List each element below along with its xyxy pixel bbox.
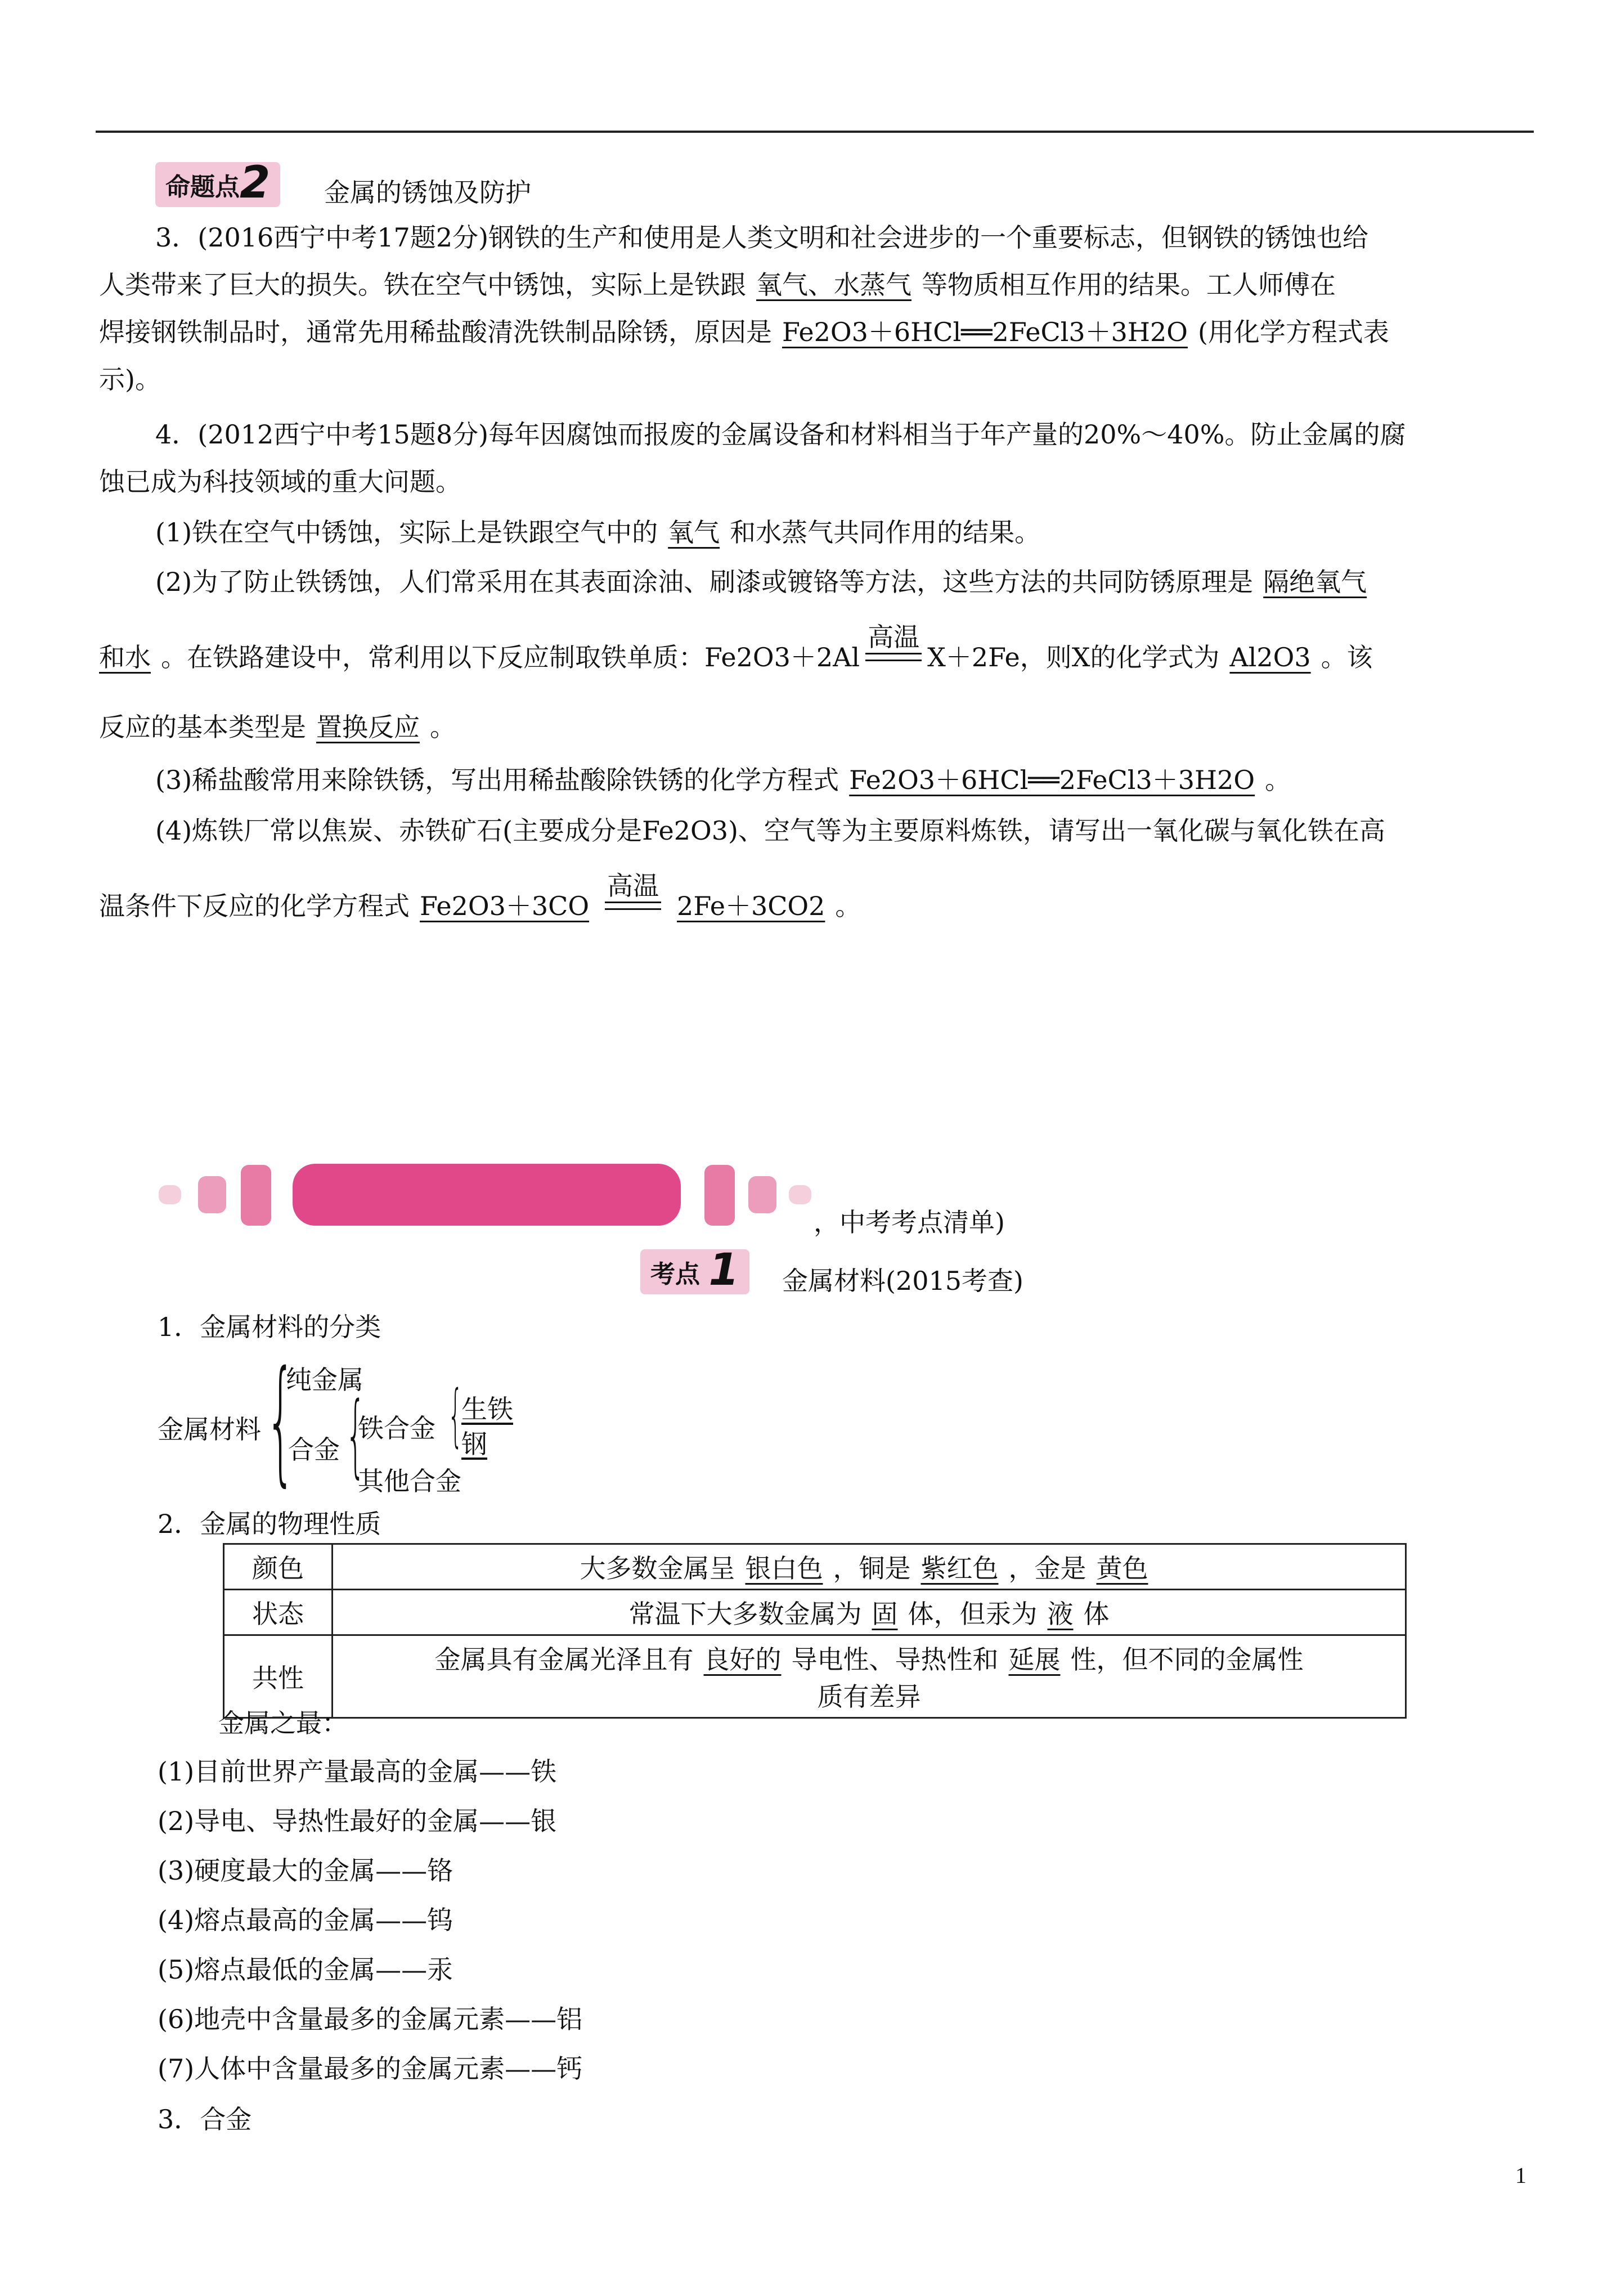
- banner-decoration: [789, 1185, 811, 1204]
- cell-text: 金属具有金属光泽且有: [434, 1644, 694, 1675]
- q4-text: X＋2Fe，则X的化学式为: [927, 642, 1220, 672]
- q4-text: 。: [835, 891, 861, 921]
- cell-text: 导电性、导热性和: [791, 1644, 999, 1675]
- table-row: [224, 1590, 1406, 1635]
- q4-line-1: 4．(2012西宁中考15题8分)每年因腐蚀而报废的金属设备和材料相当于年产量的20%～40%。防止金属的腐: [155, 419, 1406, 450]
- badge-label: 考点: [650, 1260, 700, 1289]
- q4-answer-water: 和水: [99, 642, 151, 672]
- banner-decoration: [241, 1165, 271, 1226]
- cell-text: 质有差异: [817, 1681, 921, 1712]
- banner-decoration: [704, 1165, 735, 1226]
- banner-title: ，中考考点清单): [814, 1207, 1005, 1237]
- answer-silver: 银白色: [745, 1553, 823, 1584]
- cell-text: 体，但汞为: [908, 1599, 1038, 1629]
- q3-text: 焊接钢铁制品时，通常先用稀盐酸清洗铁制品除锈，原因是: [99, 317, 772, 347]
- q3-text: 等物质相互作用的结果。工人师傅在: [922, 270, 1336, 300]
- tree-steel: 钢: [461, 1429, 487, 1459]
- q4-text: 反应的基本类型是: [99, 712, 306, 742]
- q4-text: 。: [1265, 765, 1291, 795]
- answer-yellow: 黄色: [1096, 1553, 1148, 1584]
- q3-answer-1: 氧气、水蒸气: [756, 270, 911, 300]
- tree-root: 金属材料: [158, 1414, 261, 1445]
- q4-text: (1)铁在空气中锈蚀，实际上是铁跟空气中的: [155, 517, 658, 548]
- q4-text: (3)稀盐酸常用来除铁锈，写出用稀盐酸除铁锈的化学方程式: [155, 765, 839, 795]
- top-rule: [96, 131, 1534, 133]
- tree-pig-iron: 生铁: [461, 1394, 513, 1424]
- condition-mark: [860, 622, 927, 676]
- list-item: (3)硬度最大的金属——铬: [158, 1855, 453, 1886]
- q4-part-1: [155, 512, 1531, 549]
- banner-bar: [293, 1164, 681, 1226]
- properties-table: [223, 1543, 1407, 1719]
- q4-text: 。该: [1321, 642, 1373, 672]
- q4-text: 。: [430, 712, 456, 742]
- banner-decoration: [159, 1185, 181, 1204]
- brace-icon: {: [448, 1376, 463, 1455]
- row-content-common: [333, 1635, 1406, 1718]
- list-item: (2)导电、导热性最好的金属——银: [158, 1806, 557, 1836]
- q4-text: 温条件下反应的化学方程式: [99, 891, 410, 921]
- properties-heading: 2．金属的物理性质: [158, 1509, 381, 1539]
- q4-text: (2)为了防止铁锈蚀，人们常采用在其表面涂油、刷漆或镀铬等方法，这些方法的共同防锈原理是: [155, 567, 1254, 597]
- answer-ductility: 延展: [1008, 1644, 1061, 1675]
- q4-part-4: (4)炼铁厂常以焦炭、赤铁矿石(主要成分是Fe2O3)、空气等为主要原料炼铁，请写出一氧化碳与氧化铁在高: [155, 815, 1385, 846]
- badge-label: 命题点: [165, 173, 240, 201]
- row-header-common: 共性: [224, 1635, 333, 1718]
- q3-line-2: [99, 264, 1531, 302]
- answer-purple-red: 紫红色: [920, 1553, 999, 1584]
- list-item: (4)熔点最高的金属——钨: [158, 1905, 453, 1935]
- q4-part-3: [155, 760, 1531, 797]
- list-item: (1)目前世界产量最高的金属——铁: [158, 1756, 557, 1787]
- answer-good: 良好的: [703, 1644, 782, 1675]
- page-number: 1: [1515, 2163, 1526, 2188]
- condition-label: 高温: [607, 871, 659, 901]
- banner-decoration: [198, 1176, 226, 1213]
- q3-line-4: 示)。: [99, 364, 161, 394]
- q4-answer-hcl: Fe2O3＋6HCl══2FeCl3＋3H2O: [849, 765, 1255, 795]
- list-item: (7)人体中含量最多的金属元素——钙: [158, 2053, 583, 2084]
- section-badge: [155, 158, 280, 208]
- brace-icon: {: [266, 1342, 296, 1499]
- q4-part-2-cont: [99, 622, 1531, 676]
- table-row: [224, 1544, 1406, 1590]
- q4-answer-type: 置换反应: [316, 712, 420, 742]
- cell-text: 大多数金属呈: [580, 1553, 735, 1584]
- cell-text: ，铜是: [833, 1553, 911, 1584]
- banner-decoration: [748, 1176, 776, 1213]
- row-header-color: 颜色: [224, 1544, 333, 1590]
- section-title: 金属的锈蚀及防护: [324, 177, 531, 208]
- condition-mark: [599, 871, 667, 925]
- alloy-heading: 3．合金: [158, 2104, 252, 2134]
- answer-solid: 固: [872, 1599, 898, 1629]
- q4-answer-isolate: 隔绝氧气: [1263, 567, 1367, 597]
- q4-text: 和水蒸气共同作用的结果。: [730, 517, 1041, 548]
- superlatives-heading: 金属之最：: [218, 1708, 348, 1738]
- q3-line-3: [99, 312, 1531, 349]
- tree-other-alloy: 其他合金: [358, 1466, 461, 1496]
- row-header-state: 状态: [224, 1590, 333, 1635]
- answer-liquid: 液: [1047, 1599, 1074, 1629]
- q3-answer-2: Fe2O3＋6HCl══2FeCl3＋3H2O: [782, 317, 1188, 347]
- cell-text: 常温下大多数金属为: [628, 1599, 862, 1629]
- q3-text: 人类带来了巨大的损失。铁在空气中锈蚀，实际上是铁跟: [99, 270, 746, 300]
- table-row: [224, 1635, 1406, 1718]
- list-item: (5)熔点最低的金属——汞: [158, 1954, 453, 1985]
- row-content-state: [333, 1590, 1406, 1635]
- classification-heading: 1．金属材料的分类: [158, 1312, 381, 1342]
- badge-number: 1: [708, 1245, 739, 1295]
- q4-part-2: [155, 562, 1531, 599]
- q4-answer-oxygen: 氧气: [668, 517, 720, 548]
- cell-text: ，金是: [1008, 1553, 1086, 1584]
- tree-iron-alloy: 铁合金: [358, 1413, 435, 1443]
- tree-pure-metal: 纯金属: [286, 1365, 363, 1395]
- brace-icon: {: [345, 1382, 366, 1487]
- topic-title: 金属材料(2015考查): [782, 1266, 1023, 1296]
- q3-text: (用化学方程式表: [1197, 317, 1389, 347]
- q4-answer-co-left: Fe2O3＋3CO: [420, 891, 590, 921]
- condition-label: 高温: [868, 622, 920, 652]
- q4-answer-x: Al2O3: [1229, 642, 1311, 672]
- q4-answer-co-right: 2Fe＋3CO2: [677, 891, 825, 921]
- tree-alloy: 合金: [288, 1434, 340, 1465]
- q4-part-2-end: [99, 707, 1531, 744]
- list-item: (6)地壳中含量最多的金属元素——铝: [158, 2004, 583, 2034]
- cell-text: 体: [1083, 1599, 1110, 1629]
- badge-number: 2: [240, 158, 271, 208]
- q3-line-1: 3．(2016西宁中考17题2分)钢铁的生产和使用是人类文明和社会进步的一个重要标志，但钢铁的锈蚀也给: [155, 222, 1369, 253]
- q4-line-2: 蚀已成为科技领域的重大问题。: [99, 467, 461, 497]
- cell-text: 性，但不同的金属性: [1070, 1644, 1304, 1675]
- q4-text: 。在铁路建设中，常利用以下反应制取铁单质：Fe2O3＋2Al: [161, 642, 860, 672]
- q4-part-4-cont: [99, 871, 1531, 925]
- row-content-color: [333, 1544, 1406, 1590]
- topic-badge: [640, 1245, 749, 1295]
